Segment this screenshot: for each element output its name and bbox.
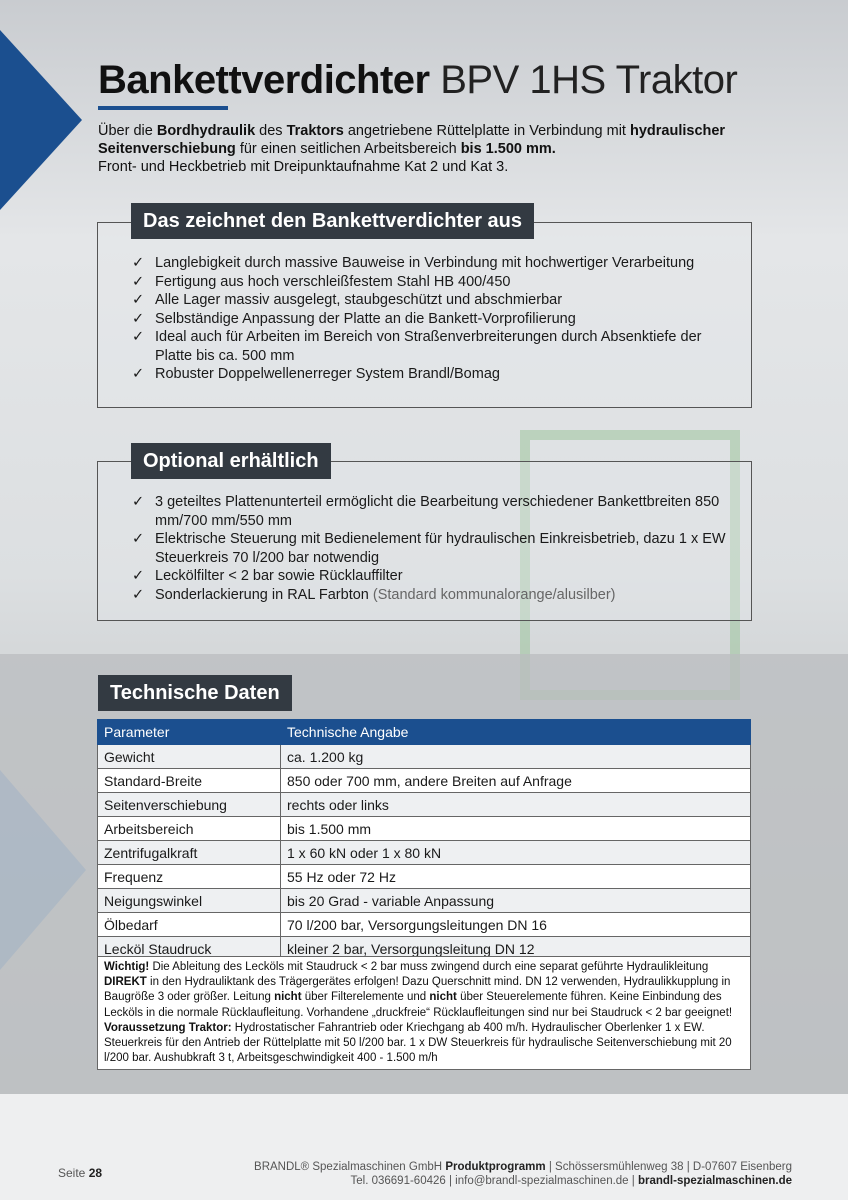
note-text: über Steuerelemente führen. Keine Einbindung des Lecköls in die normale Rücklaufleitung. Vorhandene „druckfreie“ Rücklaufleitungen sind nur bei Staudruck < 2 bar geeignet! [104,991,733,1019]
intro-paragraph [98,122,758,158]
feature-text: Langlebigkeit durch massive Bauweise in Verbindung mit hochwertiger Verarbeitung [155,255,695,271]
value-cell: bis 1.500 mm [281,817,751,841]
value-cell: ca. 1.200 kg [281,745,751,769]
parameter-cell: Standard-Breite [98,769,281,793]
intro-emphasis: bis 1.500 mm. [460,141,556,157]
note-emphasis: nicht [274,991,302,1004]
option-item [132,493,732,530]
checkmark-icon: ✓ [132,494,145,510]
footer-address: Schössersmühlenweg 38 | D-07607 Eisenberg [555,1161,792,1173]
value-cell: bis 20 Grad - variable Anpassung [281,889,751,913]
option-item [132,567,732,586]
note-emphasis: DIREKT [104,976,147,989]
parameter-cell: Seitenverschiebung [98,793,281,817]
features-heading: Das zeichnet den Bankettverdichter aus [131,203,534,239]
specs-table [97,719,751,961]
title-underline [98,106,228,110]
intro-text [98,122,758,176]
note-text: Hydrostatischer Fahrantrieb oder Kriechgang ab 400 m/h. Hydraulischer Oberlenker 1 x EW. Steuerkreis für den Antrieb der Rüttelplatte mit 50 l/200 bar. 1 x DW Steuerkreis für hydraulische Seitenverschiebung mit 20 l/200 bar. Aushubkraft 3 t, Arbeitsgeschwindigkeit 400 - 1.500 m/h [104,1021,732,1065]
note-emphasis: Wichtig! [104,961,150,973]
checkmark-icon: ✓ [132,310,145,327]
intro-emphasis: Traktors [286,123,344,139]
value-cell: 1 x 60 kN oder 1 x 80 kN [281,841,751,865]
table-row [98,793,751,817]
option-note: (Standard kommunalorange/alusilber) [368,586,616,603]
table-row [98,769,751,793]
table-row [98,889,751,913]
intro-text-run: Über die [98,123,157,139]
parameter-cell: Zentrifugalkraft [98,841,281,865]
intro-emphasis: hydraulischer Seitenverschiebung [98,123,726,157]
parameter-cell: Lecköl Staudruck [98,937,281,961]
grey-corner-decoration [0,770,86,970]
option-text: Elektrische Steuerung mit Bedienelement für hydraulischen Einkreisbetrieb, dazu 1 x EW Steuerkreis 70 l/200 bar notwendig [155,531,726,566]
value-cell: 850 oder 700 mm, andere Breiten auf Anfrage [281,769,751,793]
feature-text: Ideal auch für Arbeiten im Bereich von Straßenverbreiterungen durch Absenktiefe der Platte bis ca. 500 mm [155,329,702,364]
feature-text: Alle Lager massiv ausgelegt, staubgeschützt und abschmierbar [155,292,563,308]
page-title [98,58,737,103]
page-number-value: 28 [88,1166,103,1180]
value-cell: 70 l/200 bar, Versorgungsleitungen DN 16 [281,913,751,937]
note-emphasis: nicht [429,991,457,1004]
options-list [132,493,732,604]
parameter-cell: Neigungswinkel [98,889,281,913]
intro-text-run: angetriebene Rüttelplatte in Verbindung mit [343,123,630,139]
parameter-cell: Frequenz [98,865,281,889]
footer-phone: Tel. 036691-60426 [350,1175,446,1187]
option-text: Sonderlackierung in RAL Farbton [155,586,369,603]
checkmark-icon: ✓ [132,329,145,345]
checkmark-icon: ✓ [132,255,145,271]
footer-company: BRANDL® Spezialmaschinen GmbH [254,1161,443,1173]
footer-contact [232,1160,792,1188]
parameter-cell: Arbeitsbereich [98,817,281,841]
note-emphasis: Voraussetzung Traktor: [104,1021,232,1034]
value-cell: rechts oder links [281,793,751,817]
specs-heading: Technische Daten [98,675,292,711]
option-item [132,530,732,567]
feature-item [132,254,732,273]
checkmark-icon: ✓ [132,586,145,603]
table-row [98,865,751,889]
checkmark-icon: ✓ [132,292,145,308]
table-row [98,817,751,841]
checkmark-icon: ✓ [132,568,145,584]
note-text: Die Ableitung des Lecköls mit Staudruck < 2 bar muss zwingend durch eine separat geführte Hydraulikleitung [149,961,709,973]
table-row [98,841,751,865]
option-text: Leckölfilter < 2 bar sowie Rücklauffilter [155,568,403,584]
footer-line-2: Tel. 036691-60426 | info@brandl-spezialmaschinen.de | brandl-spezialmaschinen.de [350,1175,792,1187]
option-item [132,586,732,605]
intro-text-run: für einen seitlichen Arbeitsbereich [235,141,461,157]
footer-program: Produktprogramm [445,1161,546,1173]
note-text: in den Hydrauliktank des Trägergerätes erfolgen! Dazu Querschnitt mind. DN 12 verwenden, Hydraulikkupplung in Baugröße 3 oder größer. Leitung [104,976,731,1004]
page-label: Seite [58,1166,86,1180]
blue-corner-decoration [0,30,82,210]
option-text: 3 geteiltes Plattenunterteil ermöglicht die Bearbeitung verschiedener Bankettbreiten 850 mm/700 mm/550 mm [155,494,720,529]
feature-item [132,273,732,292]
feature-text: Robuster Doppelwellenerreger System Brandl/Bomag [155,366,500,382]
feature-item [132,291,732,310]
options-heading: Optional erhältlich [131,443,331,479]
value-cell: 55 Hz oder 72 Hz [281,865,751,889]
title-model: BPV 1HS Traktor [440,58,738,102]
features-list [132,254,732,384]
parameter-cell: Gewicht [98,745,281,769]
table-row [98,745,751,769]
page-number [58,1166,102,1180]
feature-item [132,328,732,365]
feature-text: Selbständige Anpassung der Platte an die Bankett-Vorprofilierung [155,310,576,327]
checkmark-icon: ✓ [132,273,145,290]
footer-line-1: BRANDL® Spezialmaschinen GmbH Produktprogramm | Schössersmühlenweg 38 | D-07607 Eisenberg [254,1161,792,1173]
parameter-cell: Ölbedarf [98,913,281,937]
note-text: über Filterelemente und [301,991,430,1004]
intro-text-run: des [255,123,287,139]
intro-emphasis: Bordhydraulik [156,123,256,139]
important-note [97,956,751,1070]
footer-email-link[interactable]: info@brandl-spezialmaschinen.de [455,1175,629,1187]
checkmark-icon: ✓ [132,531,145,547]
column-header-parameter: Parameter [98,720,281,745]
feature-item [132,365,732,384]
title-bold: Bankettverdichter [98,58,430,102]
value-cell: kleiner 2 bar, Versorgungsleitung DN 12 [281,937,751,961]
feature-text: Fertigung aus hoch verschleißfestem Stahl HB 400/450 [155,273,511,290]
footer-web-link[interactable]: brandl-spezialmaschinen.de [637,1175,792,1187]
feature-item [132,310,732,329]
checkmark-icon: ✓ [132,366,145,382]
intro-mounting: Front- und Heckbetrieb mit Dreipunktaufnahme Kat 2 und Kat 3. [98,159,509,175]
specs-header-row [98,720,751,745]
table-row [98,913,751,937]
column-header-value: Technische Angabe [281,720,751,745]
